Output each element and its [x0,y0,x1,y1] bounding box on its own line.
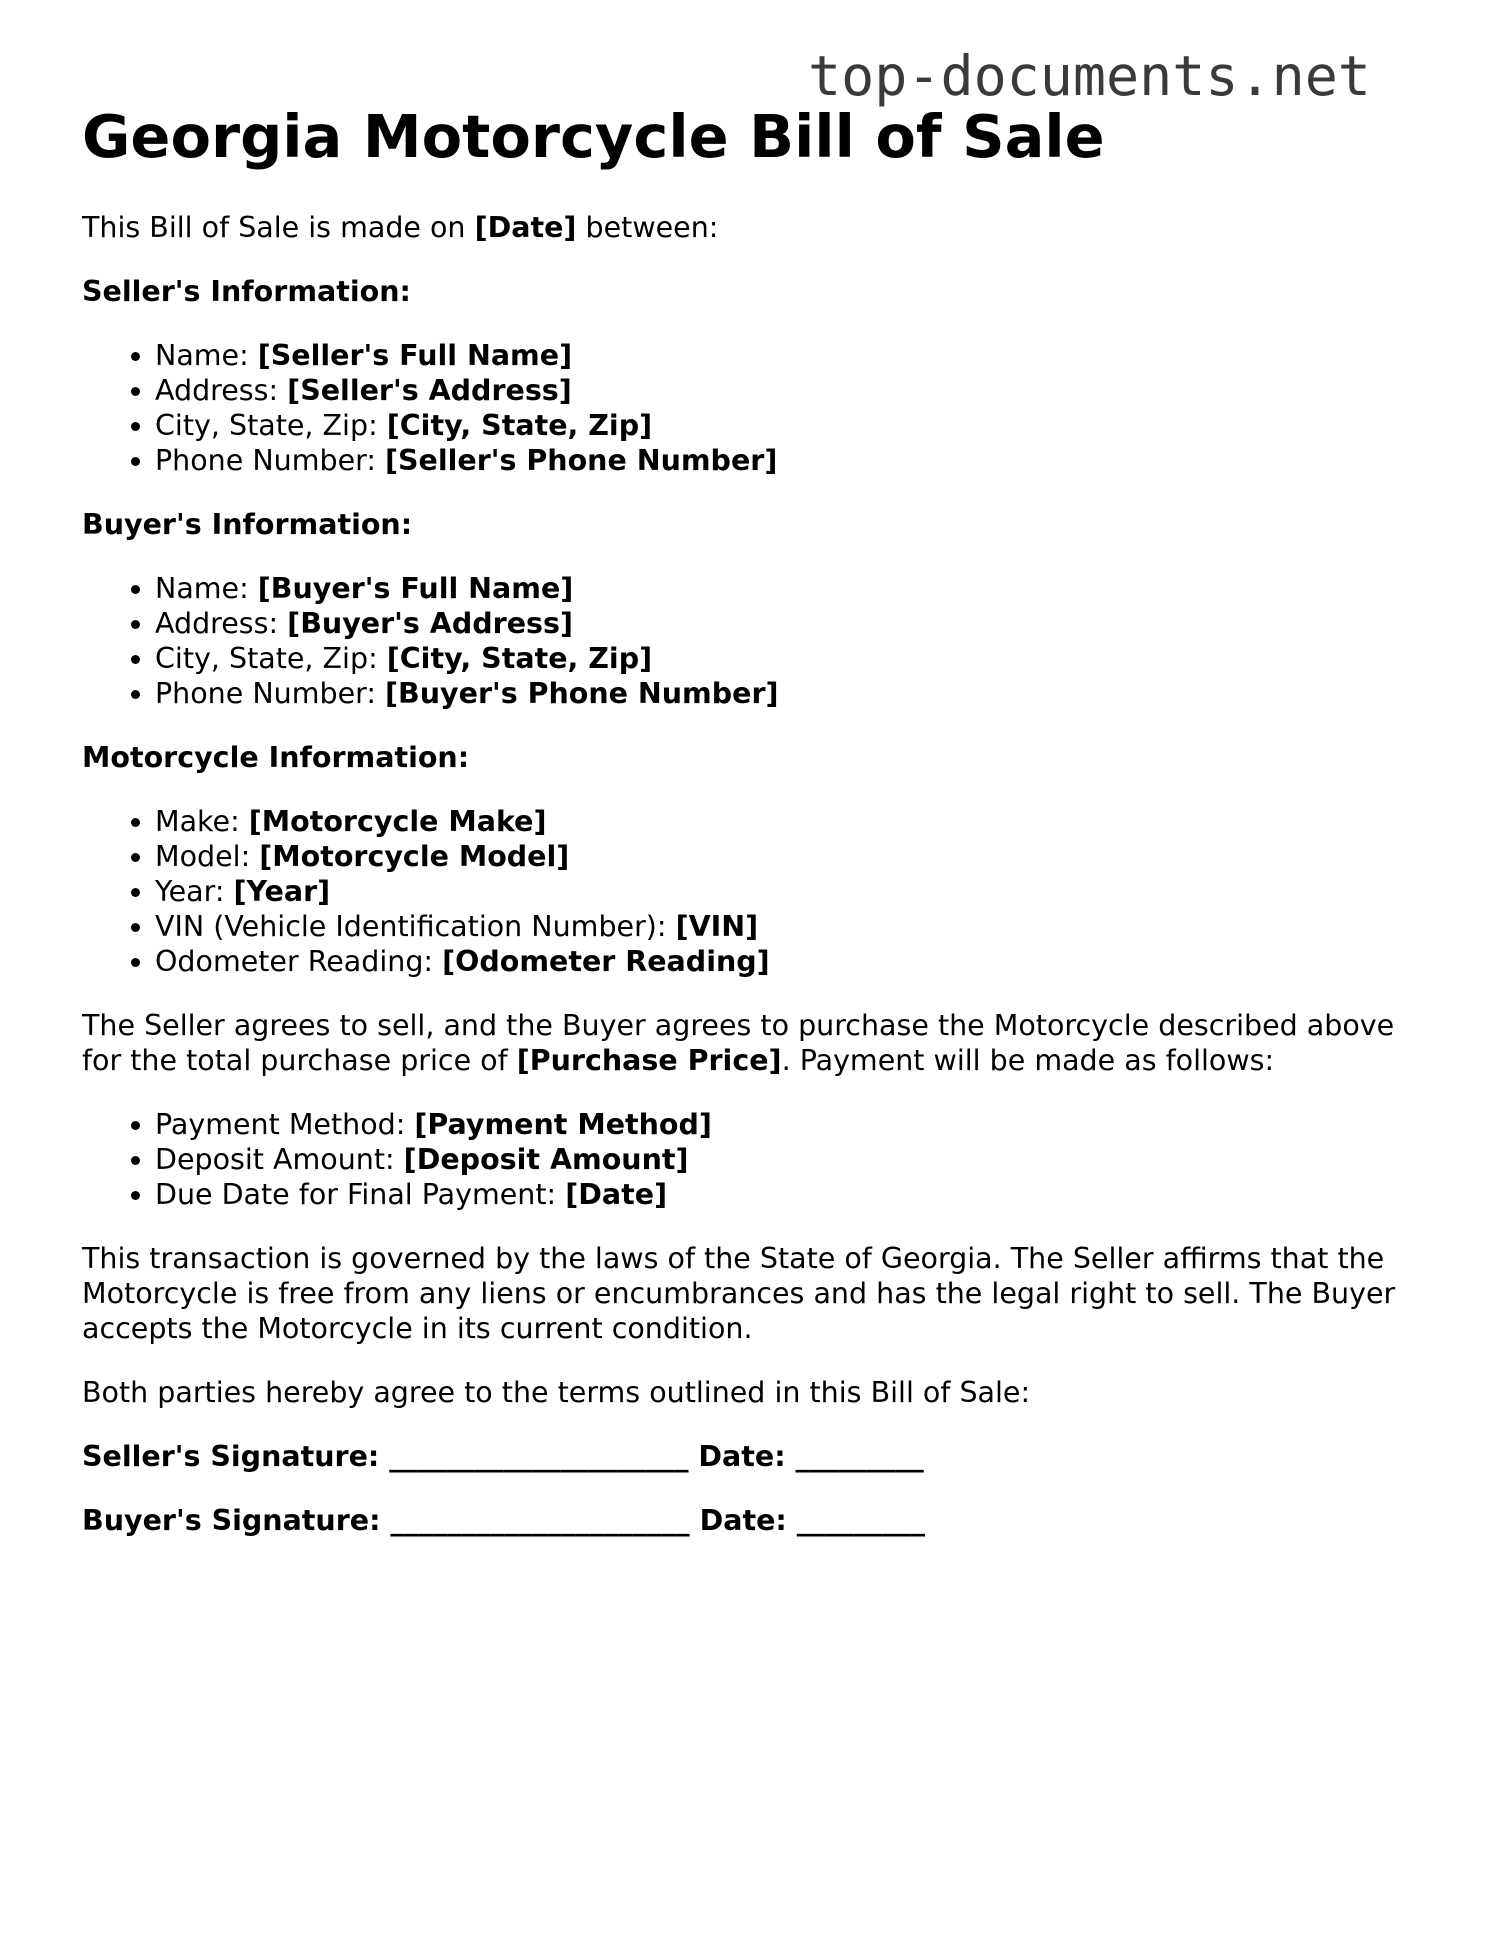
motorcycle-list [82,804,1422,979]
agreement-paragraph [82,1008,1422,1078]
item-value: [Odometer Reading] [442,945,770,978]
list-item [155,874,1422,909]
item-value: [Motorcycle Model] [259,840,570,873]
item-label: Phone Number: [155,677,385,710]
list-item [155,443,1422,478]
list-item [155,606,1422,641]
list-item [155,909,1422,944]
item-label: Name: [155,339,258,372]
list-item [155,373,1422,408]
list-item [155,944,1422,979]
item-label: City, State, Zip: [155,642,387,675]
item-label: Address: [155,607,288,640]
item-value: [Buyer's Phone Number] [385,677,779,710]
buyer-list [82,571,1422,711]
item-label: City, State, Zip: [155,409,387,442]
governance-paragraph: This transaction is governed by the laws of the State of Georgia. The Seller affirms that the Motorcycle is free from any liens or encumbrances and has the legal right to sell. The Buyer accepts the Motorcycle in its current condition. [82,1242,1396,1345]
item-label: Model: [155,840,260,873]
payment-list [82,1107,1422,1212]
list-item [155,338,1422,373]
item-label: Year: [155,875,234,908]
item-value: [Payment Method] [414,1108,712,1141]
item-value: [City, State, Zip] [386,642,653,675]
purchase-price-placeholder: [Purchase Price] [516,1044,782,1077]
item-value: [Seller's Full Name] [257,339,573,372]
seller-heading: Seller's Information: [82,275,411,308]
item-label: Due Date for Final Payment: [155,1178,566,1211]
list-item [155,676,1422,711]
item-value: [Year] [233,875,331,908]
list-item [155,408,1422,443]
item-value: [City, State, Zip] [386,409,653,442]
watermark: top-documents.net [808,44,1371,108]
intro-suffix: between: [576,211,719,244]
intro-paragraph [82,210,1422,245]
agreement-suffix: . Payment will be made as follows: [781,1044,1275,1077]
document-body [82,210,1422,1567]
intro-date-placeholder: [Date] [474,211,577,244]
item-value: [VIN] [675,910,759,943]
list-item [155,571,1422,606]
item-value: [Buyer's Address] [287,607,573,640]
list-item [155,839,1422,874]
item-label: Make: [155,805,249,838]
list-item [155,804,1422,839]
list-item [155,1142,1422,1177]
item-value: [Seller's Phone Number] [385,444,778,477]
seller-list [82,338,1422,478]
agreement-prefix: The Seller agrees to sell, and the Buyer agrees to purchase the Motorcycle described above for the total purchase price of [82,1009,1395,1077]
list-item [155,1177,1422,1212]
item-label: Odometer Reading: [155,945,443,978]
item-label: Address: [155,374,288,407]
list-item [155,641,1422,676]
item-value: [Date] [565,1178,668,1211]
closing-paragraph: Both parties hereby agree to the terms outlined in this Bill of Sale: [82,1376,1031,1409]
list-item [155,1107,1422,1142]
item-label: Deposit Amount: [155,1143,404,1176]
item-label: Name: [155,572,258,605]
item-label: Phone Number: [155,444,385,477]
motorcycle-heading: Motorcycle Information: [82,741,470,774]
item-value: [Seller's Address] [287,374,572,407]
seller-signature-line: Seller's Signature: _____________________ Date: _________ [82,1440,924,1473]
intro-prefix: This Bill of Sale is made on [82,211,475,244]
page-title: Georgia Motorcycle Bill of Sale [82,102,1105,171]
item-value: [Motorcycle Make] [248,805,547,838]
buyer-signature-line: Buyer's Signature: _____________________ Date: _________ [82,1504,926,1537]
item-label: VIN (Vehicle Identification Number): [155,910,676,943]
buyer-heading: Buyer's Information: [82,508,413,541]
item-value: [Deposit Amount] [403,1143,689,1176]
item-label: Payment Method: [155,1108,415,1141]
item-value: [Buyer's Full Name] [257,572,574,605]
